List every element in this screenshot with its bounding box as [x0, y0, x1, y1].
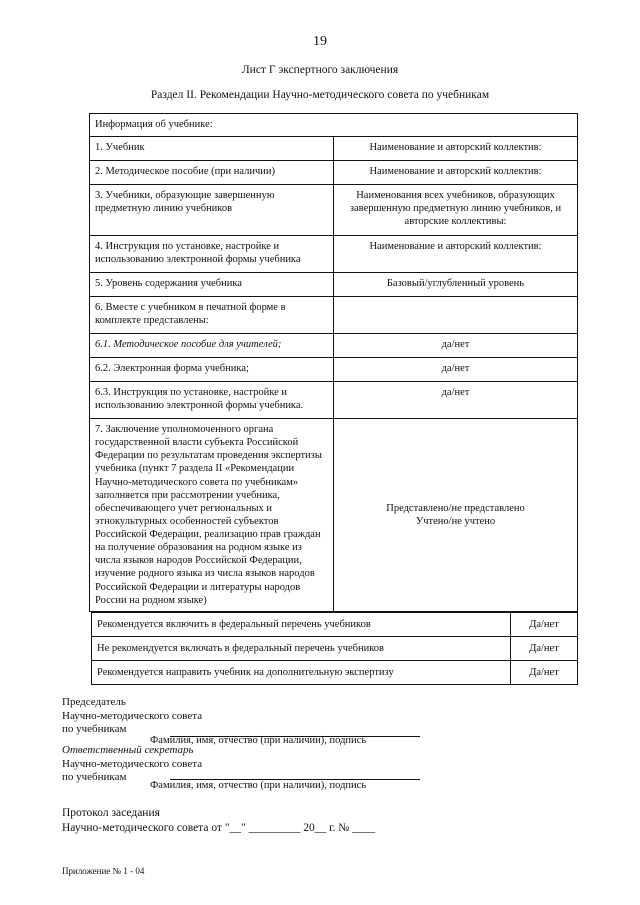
accounted-status: Учтено/не учтено — [415, 515, 496, 527]
table-row — [90, 297, 578, 334]
secretary-textbooks: по учебникам — [62, 771, 127, 783]
table-row — [92, 637, 578, 661]
row-teacher-manual-value: да/нет — [334, 334, 578, 358]
table-row — [90, 185, 578, 236]
appendix-footer: Приложение № 1 - 04 — [62, 866, 145, 876]
recommendation-exclude-value: Да/нет — [511, 637, 578, 661]
protocol-block — [62, 806, 375, 836]
chair-textbooks: по учебникам — [62, 723, 127, 735]
protocol-title: Протокол заседания — [62, 807, 160, 819]
table-row — [90, 137, 578, 161]
row-line-value: Наименования всех учебников, образующих завершенную предметную линию учебников, и авторские коллективы: — [334, 185, 578, 236]
row-level-label: 5. Уровень содержания учебника — [90, 273, 334, 297]
table-row — [90, 358, 578, 382]
table-row — [92, 661, 578, 685]
row-textbook-label: 1. Учебник — [90, 137, 334, 161]
table-row — [90, 114, 578, 137]
recommendation-include-value: Да/нет — [511, 613, 578, 637]
sheet-title: Лист Г экспертного заключения — [241, 64, 399, 76]
secretary-council: Научно-методического совета — [62, 757, 203, 770]
row-textbook-value: Наименование и авторский коллектив: — [334, 137, 578, 161]
protocol-details: Научно-методического совета от "__" _________ 20__ г. № ____ — [62, 822, 376, 834]
table-row — [92, 613, 578, 637]
table-row — [90, 161, 578, 185]
row-line-label: 3. Учебники, образующие завершенную предметную линию учебников — [90, 185, 334, 236]
recommendations-table — [91, 612, 578, 685]
row-set-value — [334, 297, 578, 334]
recommendation-extra-review-value: Да/нет — [511, 661, 578, 685]
chair-council: Научно-методического совета — [62, 709, 203, 722]
presented-status: Представлено/не представлено — [386, 502, 525, 514]
row-eform-value: да/нет — [334, 358, 578, 382]
row-instruction-value: Наименование и авторский коллектив: — [334, 236, 578, 273]
secretary-signature-caption: Фамилия, имя, отчество (при наличии), подпись — [150, 780, 367, 791]
row-regional-conclusion-value — [334, 419, 578, 612]
row-regional-conclusion-label: 7. Заключение уполномоченного органа государственной власти субъекта Российской Федерации по результатам проведения экспертизы учебника (пункт 7 раздела II «Рекомендации Научно-методического совета по учебникам» заполняется при рассмотрении учебника, обеспечивающего учет региональных и этнокультурных особенностей субъектов Российской Федерации, реализацию прав граждан на получение образования на родном языке из числа языков народов Российской Федерации, изучение родного языка из числа языков народов Российской Федерации и литературы народов России на родном языке) — [90, 419, 334, 612]
row-teacher-manual-label: 6.1. Методическое пособие для учителей; — [90, 334, 334, 358]
table-row — [90, 382, 578, 419]
textbook-info-table — [89, 113, 578, 612]
row-level-value: Базовый/углубленный уровень — [334, 273, 578, 297]
row-manual-label: 2. Методическое пособие (при наличии) — [90, 161, 334, 185]
chair-signature-caption: Фамилия, имя, отчество (при наличии), подпись — [150, 735, 367, 746]
secretary-title: Ответственный секретарь — [62, 744, 194, 756]
table-row — [90, 419, 578, 612]
row-eform-instruction-label: 6.3. Инструкция по установке, настройке и использованию электронной формы учебника. — [90, 382, 334, 419]
chair-signature-block — [62, 696, 202, 737]
chair-title: Председатель — [62, 696, 126, 708]
recommendation-exclude: Не рекомендуется включать в федеральный перечень учебников — [92, 637, 511, 661]
recommendation-include: Рекомендуется включить в федеральный перечень учебников — [92, 613, 511, 637]
row-eform-label: 6.2. Электронная форма учебника; — [90, 358, 334, 382]
row-eform-instruction-value: да/нет — [334, 382, 578, 419]
table-row — [90, 236, 578, 273]
row-instruction-label: 4. Инструкция по установке, настройке и использованию электронной формы учебника — [90, 236, 334, 273]
row-manual-value: Наименование и авторский коллектив: — [334, 161, 578, 185]
table-row — [90, 334, 578, 358]
section-title: Раздел II. Рекомендации Научно-методического совета по учебникам — [150, 89, 490, 101]
page-number: 19 — [313, 34, 327, 49]
row-set-label: 6. Вместе с учебником в печатной форме в комплекте представлены: — [90, 297, 334, 334]
table-row — [90, 273, 578, 297]
recommendation-extra-review: Рекомендуется направить учебник на дополнительную экспертизу — [92, 661, 511, 685]
info-header: Информация об учебнике: — [90, 114, 578, 137]
